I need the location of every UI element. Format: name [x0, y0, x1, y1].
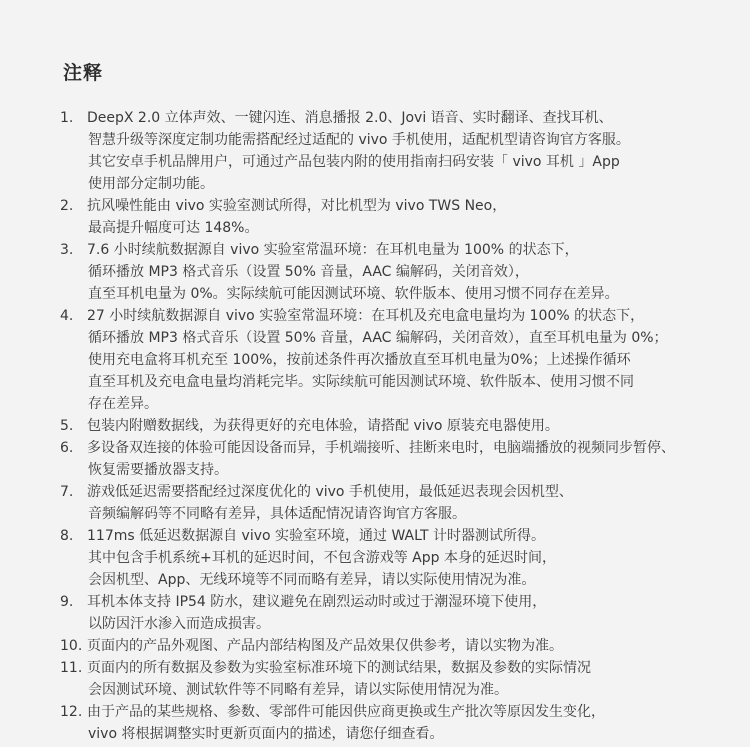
note-line: 使用充电盒将耳机充至 100%，按前述条件再次播放直至耳机电量为0%；上述操作循环: [88, 352, 631, 368]
note-line: 使用部分定制功能。: [88, 176, 214, 192]
note-number: 1.: [60, 110, 74, 126]
note-line: 117ms 低延迟数据源自 vivo 实验室环境，通过 WALT 计时器测试所得。: [87, 528, 546, 544]
note-number: 9.: [60, 594, 74, 610]
note-line: 耳机本体支持 IP54 防水，建议避免在剧烈运动时或过于潮湿环境下使用，: [87, 594, 547, 610]
note-item: [60, 195, 740, 239]
note-line: 由于产品的某些规格、参数、零部件可能因供应商更换或生产批次等原因发生变化，: [87, 704, 605, 720]
note-item: [60, 701, 740, 745]
note-number: 2.: [60, 198, 74, 214]
note-number: 12.: [60, 704, 83, 720]
note-item: [60, 107, 740, 195]
note-number: 4.: [60, 308, 74, 324]
note-number: 10.: [60, 638, 83, 654]
note-item: [60, 635, 740, 657]
note-line: 会因测试环境、测试软件等不同略有差异，请以实际使用情况为准。: [88, 682, 508, 698]
note-item: [60, 481, 740, 525]
note-line: 包装内附赠数据线，为获得更好的充电体验，请搭配 vivo 原装充电器使用。: [87, 418, 559, 434]
note-line: 以防因汗水渗入而造成损害。: [88, 616, 270, 632]
note-item: [60, 591, 740, 635]
note-line: 存在差异。: [88, 396, 158, 412]
note-line: 音频编解码等不同略有差异，具体适配情况请咨询官方客服。: [88, 506, 466, 522]
note-item: [60, 437, 740, 481]
note-line: 恢复需要播放器支持。: [88, 462, 228, 478]
note-line: 会因机型、App、无线环境等不同而略有差异，请以实际使用情况为准。: [88, 572, 536, 588]
note-item: [60, 657, 740, 701]
note-line: 多设备双连接的体验可能因设备而异，手机端接听、挂断来电时，电脑端播放的视频同步暂停、: [87, 440, 675, 456]
note-item: [60, 415, 740, 437]
note-item: [60, 239, 740, 305]
note-line: 7.6 小时续航数据源自 vivo 实验室常温环境：在耳机电量为 100% 的状态下，: [87, 242, 579, 258]
note-line: 页面内的产品外观图、产品内部结构图及产品效果仅供参考，请以实物为准。: [87, 638, 563, 654]
note-line: 循环播放 MP3 格式音乐（设置 50% 音量，AAC 编解码，关闭音效），: [88, 264, 529, 280]
note-number: 5.: [60, 418, 74, 434]
note-line: DeepX 2.0 立体声效、一键闪连、消息播报 2.0、Jovi 语音、实时翻译、查找耳机、: [87, 110, 613, 126]
note-number: 11.: [60, 660, 83, 676]
note-number: 6.: [60, 440, 74, 456]
note-number: 8.: [60, 528, 74, 544]
note-line: 页面内的所有数据及参数为实验室标准环境下的测试结果，数据及参数的实际情况: [87, 660, 591, 676]
note-line: 其它安卓手机品牌用户，可通过产品包装内附的使用指南扫码安装「 vivo 耳机 」App: [88, 154, 620, 170]
note-line: 其中包含手机系统+耳机的延迟时间，不包含游戏等 App 本身的延迟时间，: [88, 550, 556, 566]
note-item: [60, 525, 740, 591]
note-line: 循环播放 MP3 格式音乐（设置 50% 音量，AAC 编解码，关闭音效），直至耳机电量为 0%；: [88, 330, 668, 346]
note-line: 智慧升级等深度定制功能需搭配经过适配的 vivo 手机使用，适配机型请咨询官方客服。: [88, 132, 630, 148]
note-item: [60, 305, 740, 415]
note-line: 直至耳机电量为 0%。实际续航可能因测试环境、软件版本、使用习惯不同存在差异。: [88, 286, 619, 302]
notes-list: [60, 107, 740, 745]
note-number: 3.: [60, 242, 74, 258]
note-line: 最高提升幅度可达 148%。: [88, 220, 259, 236]
note-line: 游戏低延迟需要搭配经过深度优化的 vivo 手机使用，最低延迟表现会因机型、: [87, 484, 573, 500]
note-line: 抗风噪性能由 vivo 实验室测试所得，对比机型为 vivo TWS Neo，: [87, 198, 507, 214]
note-line: 27 小时续航数据源自 vivo 实验室常温环境：在耳机及充电盒电量均为 100% 的状态下，: [87, 308, 645, 324]
note-line: 直至耳机及充电盒电量均消耗完毕。实际续航可能因测试环境、软件版本、使用习惯不同: [88, 374, 634, 390]
note-number: 7.: [60, 484, 74, 500]
page-title: 注释: [63, 62, 104, 84]
note-line: vivo 将根据调整实时更新页面内的描述，请您仔细查看。: [88, 726, 444, 742]
